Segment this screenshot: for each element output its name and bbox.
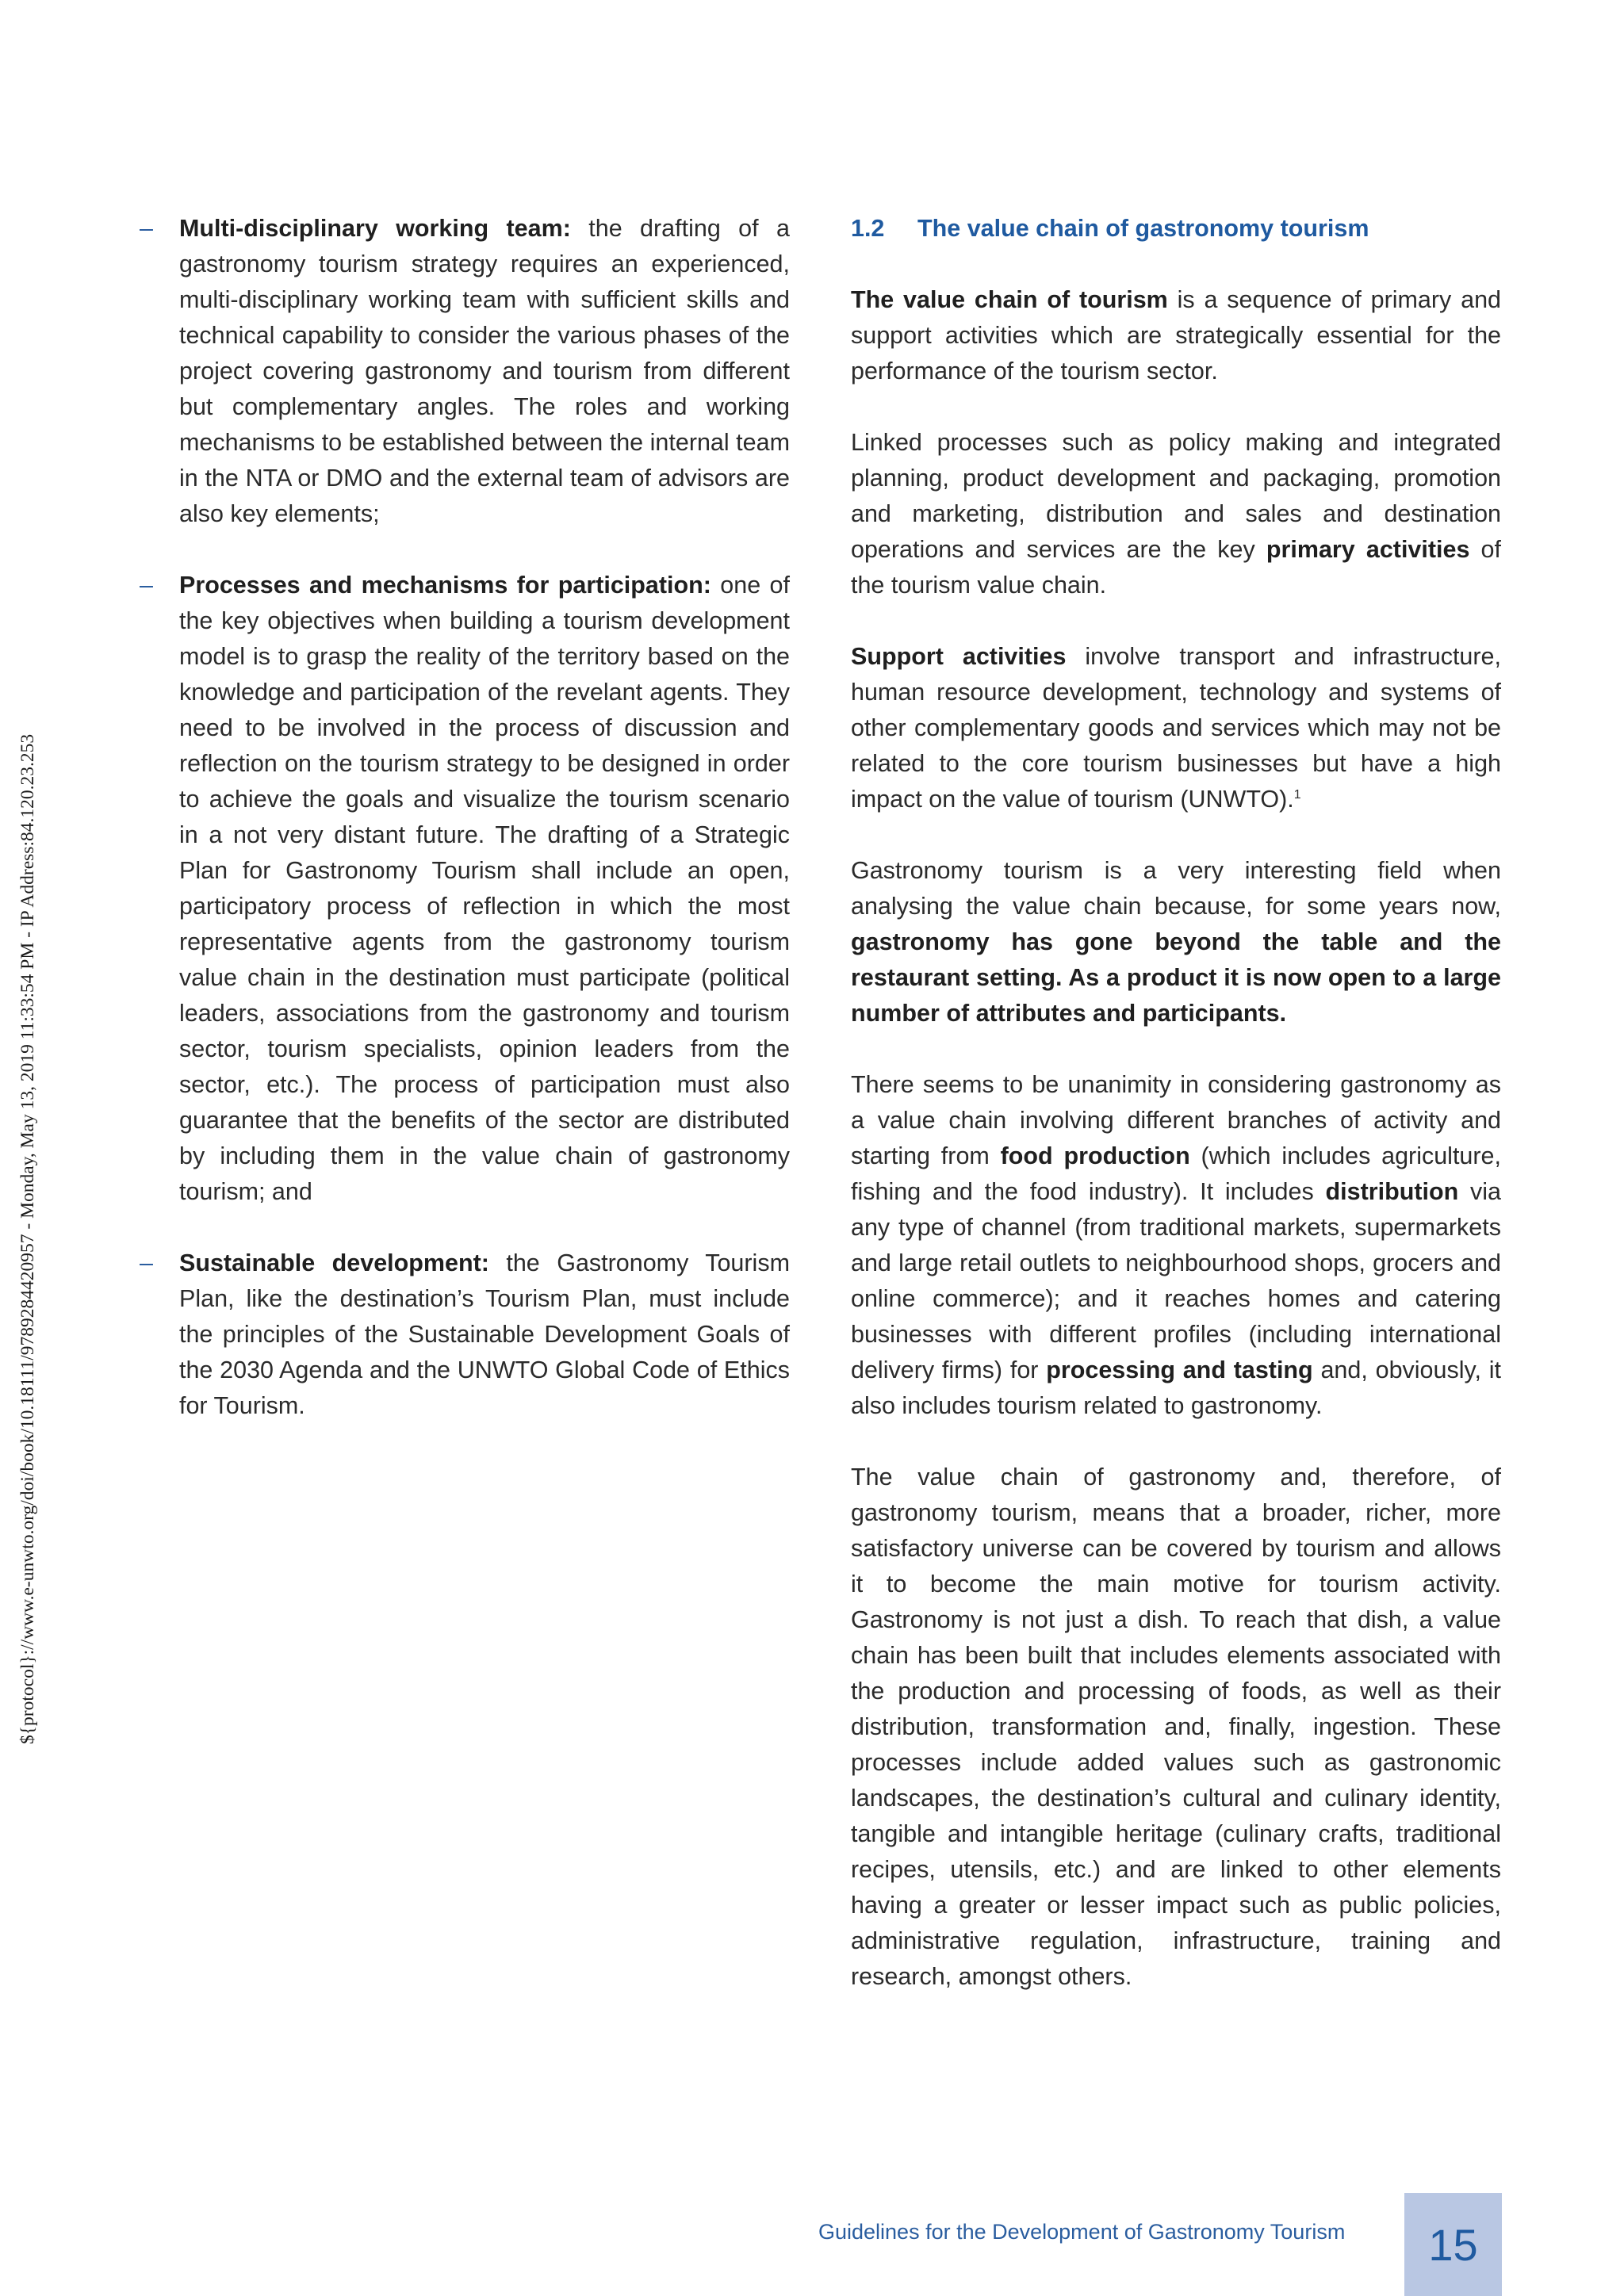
- footnote-marker: 1: [1293, 787, 1301, 802]
- bold-term: primary activities: [1266, 536, 1470, 563]
- bold-term: food production: [1000, 1142, 1190, 1169]
- page-number-box: [1404, 2193, 1502, 2296]
- paragraph-text: is a sequence of primary and support activities which are strategically essential for the performance of the tourism sector.: [851, 286, 1501, 385]
- paragraph-broader-universe: The value chain of gastronomy and, therefore, of gastronomy tourism, means that a broader, richer, more satisfactory universe can be covered by tourism and allows it to become the main motive for tourism activity. Gastronomy is not just a dish. To reach that dish, a value chain has been built that includes elements associated with the production and processing of foods, as well as their distribution, transformation and, finally, ingestion. These processes include added values such as gastronomic landscapes, the destination’s cultural and culinary identity, tangible and intangible heritage (culinary crafts, traditional recipes, utensils, etc.) and are linked to other elements having a greater or lesser impact such as public policies, administrative regulation, infrastructure, training and research, amongst others.: [851, 1464, 1501, 1990]
- bullet-title: Sustainable development:: [179, 1249, 489, 1276]
- paragraph-text: Gastronomy tourism is a very interesting field when analysing the value chain because, for some years now,: [851, 857, 1501, 920]
- bold-term: The value chain of tourism: [851, 286, 1168, 313]
- bullet-paragraph: [179, 568, 790, 1210]
- footer-publication-title: Guidelines for the Development of Gastronomy Tourism: [818, 2220, 1346, 2244]
- access-watermark: ${protocol}://www.e-unwto.org/doi/book/10.18111/9789284420957 - Monday, May 13, 2019 11:33:54 PM - IP Address:84.120.23.253: [17, 733, 38, 1744]
- paragraph-value-chain-definition: [851, 282, 1501, 389]
- section-title: The value chain of gastronomy tourism: [917, 215, 1369, 242]
- page-number: 15: [1428, 2219, 1478, 2270]
- right-column: [851, 211, 1501, 2030]
- paragraph-text: and, obviously, it also includes tourism related to gastronomy.: [851, 1357, 1501, 1419]
- bullet-text: the Gastronomy Tourism Plan, like the destination’s Tourism Plan, must include the principles of the Sustainable Development Goals of the 2030 Agenda and the UNWTO Global Code of Ethics for Tourism.: [179, 1249, 790, 1419]
- bullet-item-participation: [140, 568, 790, 1210]
- section-number: 1.2: [851, 215, 885, 242]
- bold-statement: gastronomy has gone beyond the table and the restaurant setting. As a product it is now open to a large number of attributes and participants.: [851, 928, 1501, 1027]
- paragraph-text: of the tourism value chain.: [851, 536, 1501, 599]
- bullet-title: Processes and mechanisms for participation:: [179, 572, 711, 599]
- paragraph-text: Linked processes such as policy making and integrated planning, product development and packaging, promotion and marketing, distribution and sales and destination operations and services are the key: [851, 429, 1501, 563]
- bullet-item-team: [140, 211, 790, 532]
- paragraph-support-activities: [851, 639, 1501, 817]
- paragraph-text: via any type of channel (from traditional markets, supermarkets and large retail outlets to neighbourhood shops, grocers and online commerce); and it reaches homes and catering businesses with different profiles (including international delivery firms) for: [851, 1178, 1501, 1383]
- bold-term: distribution: [1325, 1178, 1459, 1205]
- bullet-dash: –: [140, 572, 153, 599]
- bold-term: processing and tasting: [1046, 1357, 1313, 1383]
- bullet-paragraph: [179, 1246, 790, 1424]
- bullet-dash: –: [140, 215, 153, 242]
- section-heading: [851, 211, 1501, 247]
- paragraph-text: involve transport and infrastructure, human resource development, technology and systems of other complementary goods and services which may not be related to the core tourism businesses but have a high impact on the value of tourism (UNWTO).: [851, 643, 1501, 813]
- bold-term: Support activities: [851, 643, 1067, 670]
- bullet-title: Multi-disciplinary working team:: [179, 215, 571, 242]
- bullet-dash: –: [140, 1249, 153, 1276]
- bullet-text: one of the key objectives when building a tourism development model is to grasp the reality of the territory based on the knowledge and participation of the revelant agents. They need to be involved in the process of discussion and reflection on the tourism strategy to be designed in order to achieve the goals and visualize the tourism scenario in a not very distant future. The drafting of a Strategic Plan for Gastronomy Tourism shall include an open, participatory process of reflection in which the most representative agents from the gastronomy tourism value chain in the destination must participate (political leaders, associations from the gastronomy and tourism sector, tourism specialists, opinion leaders from the sector, etc.). The process of participation must also guarantee that the benefits of the sector are distributed by including them in the value chain of gastronomy tourism; and: [179, 572, 790, 1205]
- left-column: [140, 211, 790, 1460]
- bullet-item-sustainable: [140, 1246, 790, 1424]
- paragraph-value-chain-branches: [851, 1067, 1501, 1424]
- bullet-paragraph: [179, 211, 790, 532]
- paragraph-text: There seems to be unanimity in considering gastronomy as a value chain involving different branches of activity and starting from: [851, 1071, 1501, 1169]
- paragraph-text: (which includes agriculture, fishing and the food industry). It includes: [851, 1142, 1501, 1205]
- paragraph-gastronomy-field: [851, 853, 1501, 1031]
- paragraph-primary-activities: [851, 425, 1501, 603]
- bullet-text: the drafting of a gastronomy tourism strategy requires an experienced, multi-disciplinary working team with sufficient skills and technical capability to consider the various phases of the project covering gastronomy and tourism from different but complementary angles. The roles and working mechanisms to be established between the internal team in the NTA or DMO and the external team of advisors are also key elements;: [179, 215, 790, 527]
